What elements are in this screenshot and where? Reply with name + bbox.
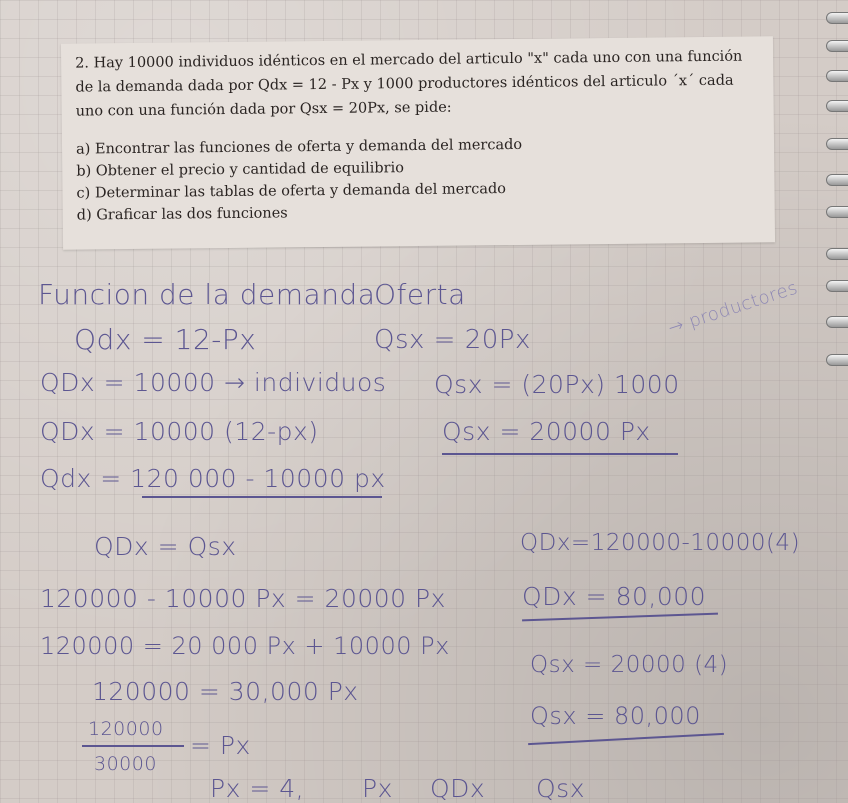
problem-item-c: c) Determinar las tablas de oferta y demanda del mercado <box>76 181 507 202</box>
fraction-denominator: 30000 <box>94 753 157 775</box>
supply-eq3: Qsx = 20000 Px <box>442 417 651 446</box>
supply-heading: Oferta <box>374 278 466 311</box>
price-result: Px = 4, <box>210 774 305 803</box>
qd-calc: QDx=120000-10000(4) <box>520 530 801 556</box>
table-header-qsx: Qsx <box>536 774 585 803</box>
problem-item-b: b) Obtener el precio y cantidad de equilibrio <box>76 160 405 180</box>
supply-eq1: Qsx = 20Px <box>374 325 531 355</box>
qd-result-underline <box>522 613 718 621</box>
equilibrium-step3: 120000 = 30,000 Px <box>92 677 359 706</box>
qs-result-underline <box>528 733 724 745</box>
demand-heading: Funcion de la demanda <box>38 278 376 311</box>
fraction-result: = Px <box>190 731 251 760</box>
problem-line-1: 2. Hay 10000 individuos idénticos en el mercado del articulo "x" cada uno con una función <box>75 48 743 72</box>
equilibrium-step1: 120000 - 10000 Px = 20000 Px <box>40 584 446 613</box>
fraction-bar <box>82 745 184 747</box>
supply-eq3-underline <box>442 453 678 455</box>
demand-eq4: Qdx = 120 000 - 10000 px <box>40 464 386 493</box>
productores-note: → productores <box>665 277 801 339</box>
demand-eq2: QDx = 10000 → individuos <box>40 368 387 397</box>
qs-result: Qsx = 80,000 <box>530 702 701 730</box>
supply-eq2: Qsx = (20Px) 1000 <box>434 370 680 399</box>
qs-calc: Qsx = 20000 (4) <box>530 652 729 678</box>
problem-line-2: de la demanda dada por Qdx = 12 - Px y 1000 productores idénticos del articulo ´x´ cada <box>75 72 734 96</box>
printed-problem-slip <box>61 36 775 249</box>
qd-result: QDx = 80,000 <box>522 582 707 611</box>
demand-eq1: Qdx = 12-Px <box>74 323 257 356</box>
problem-line-3: uno con una función dada por Qsx = 20Px, se pide: <box>75 99 452 120</box>
problem-item-a: a) Encontrar las funciones de oferta y demanda del mercado <box>75 136 523 158</box>
fraction-numerator: 120000 <box>88 718 164 740</box>
table-header-px: Px <box>362 774 393 803</box>
demand-eq4-underline <box>142 496 382 498</box>
demand-eq3: QDx = 10000 (12-px) <box>40 417 319 446</box>
equilibrium-step2: 120000 = 20 000 Px + 10000 Px <box>40 632 450 660</box>
equilibrium-condition: QDx = Qsx <box>94 532 237 561</box>
problem-item-d: d) Graficar las dos funciones <box>76 205 288 224</box>
table-header-qdx: QDx <box>430 774 486 803</box>
